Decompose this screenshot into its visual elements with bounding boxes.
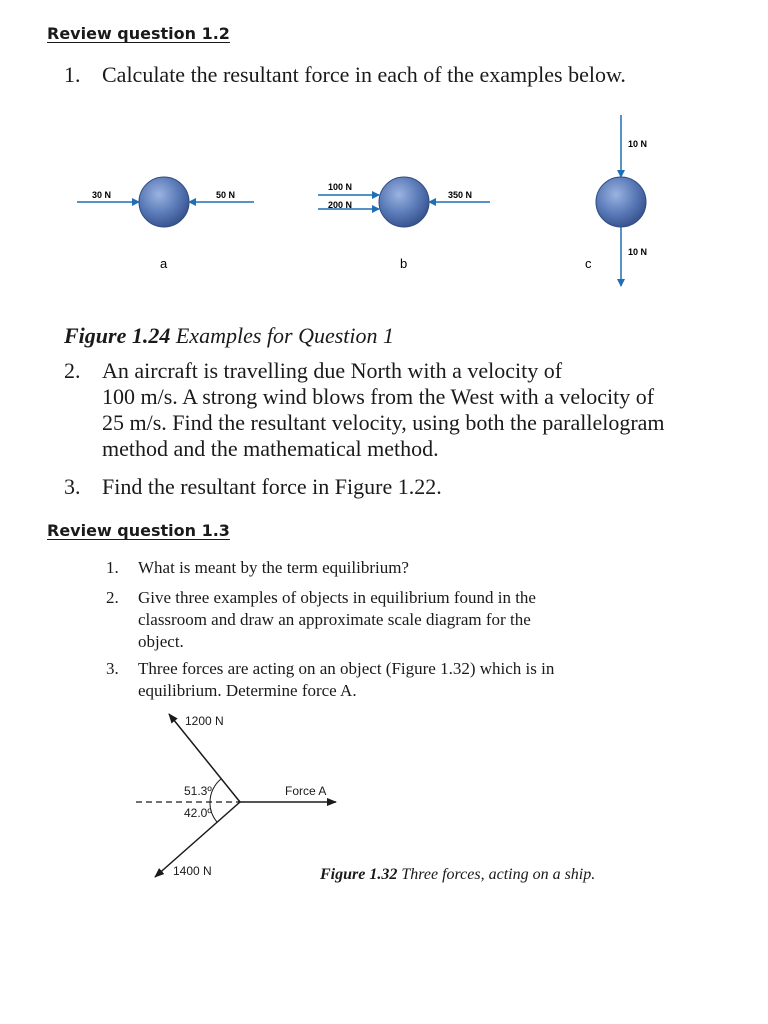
figure-1-24 — [0, 110, 768, 300]
figure-1-32-caption-label: Figure 1.32 — [320, 866, 398, 883]
review-1-3-q3-line: equilibrium. Determine force A. — [138, 681, 357, 700]
review-1-3-q2-text — [138, 587, 536, 653]
review-1-3-q2-number: 2. — [106, 588, 119, 607]
ball-a — [139, 177, 189, 227]
label-1200n: 1200 N — [185, 714, 224, 728]
question-2-line: 25 m/s. Find the resultant velocity, using both the parallelogram — [102, 410, 665, 435]
ball-c — [596, 177, 646, 227]
section-heading-1-2: Review question 1.2 — [47, 24, 230, 43]
section-heading-1-3: Review question 1.3 — [47, 521, 230, 540]
review-1-3-q2-line: Give three examples of objects in equilibrium found in the — [138, 588, 536, 607]
review-1-3-q1-number: 1. — [106, 558, 119, 577]
example-b — [318, 177, 490, 271]
figure-1-32-caption — [320, 866, 595, 884]
review-1-3-q3-number: 3. — [106, 659, 119, 678]
figure-1-24-caption-label: Figure 1.24 — [64, 323, 171, 348]
label-angle-42-0: 42.0º — [184, 806, 212, 820]
label-angle-51-3: 51.3º — [184, 784, 212, 798]
question-3-number: 3. — [64, 474, 81, 499]
figure-1-24-caption-text: Examples for Question 1 — [170, 323, 395, 348]
question-2-text — [102, 358, 665, 462]
review-1-3-q2-line: object. — [138, 632, 184, 651]
label-350n: 350 N — [448, 190, 473, 200]
question-1-number: 1. — [64, 62, 81, 87]
review-1-3-q2-line: classroom and draw an approximate scale diagram for the — [138, 610, 531, 629]
review-1-3-q3-text — [138, 658, 554, 702]
label-10n-bottom: 10 N — [628, 247, 648, 257]
question-2-line: An aircraft is travelling due North with a velocity of — [102, 358, 563, 383]
question-2-line: 100 m/s. A strong wind blows from the West with a velocity of — [102, 384, 655, 409]
figure-1-32-caption-text: Three forces, acting on a ship. — [397, 866, 596, 883]
label-30n: 30 N — [92, 190, 112, 200]
label-1400n: 1400 N — [173, 864, 212, 878]
label-10n-top: 10 N — [628, 139, 648, 149]
label-200n: 200 N — [328, 200, 353, 210]
ball-b — [379, 177, 429, 227]
label-c: c — [585, 256, 592, 271]
question-2-number: 2. — [64, 358, 81, 383]
example-a — [77, 177, 254, 271]
review-1-3-q1-line: What is meant by the term equilibrium? — [138, 558, 409, 577]
label-b: b — [400, 256, 408, 271]
figure-1-24-caption — [64, 323, 394, 349]
label-100n: 100 N — [328, 182, 353, 192]
label-50n: 50 N — [216, 190, 236, 200]
label-a: a — [160, 256, 168, 271]
example-c — [585, 115, 647, 286]
question-1-text: Calculate the resultant force in each of the examples below. — [102, 62, 626, 87]
review-1-3-q1-text — [138, 557, 409, 579]
review-1-3-q3-line: Three forces are acting on an object (Figure 1.32) which is in — [138, 659, 555, 678]
question-3-text: Find the resultant force in Figure 1.22. — [102, 474, 442, 499]
label-force-a: Force A — [285, 784, 327, 798]
question-2-line: method and the mathematical method. — [102, 436, 439, 461]
